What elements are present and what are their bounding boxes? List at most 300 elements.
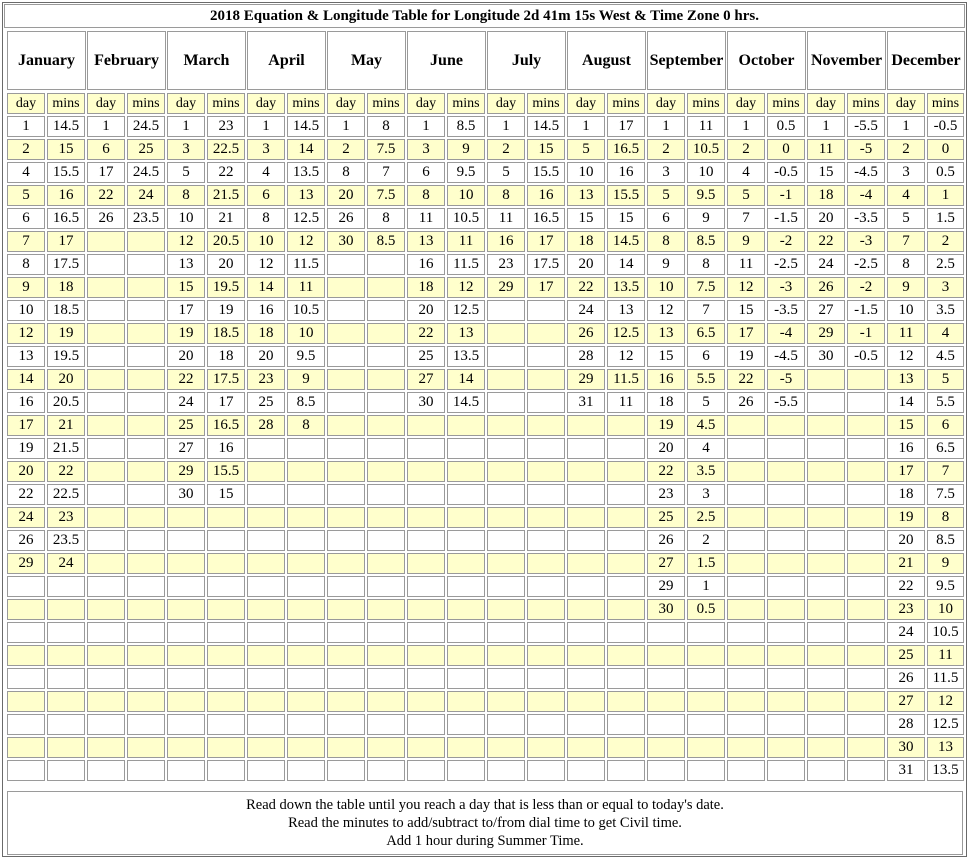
mins-cell xyxy=(847,645,885,666)
mins-cell: 2.5 xyxy=(687,507,725,528)
day-cell xyxy=(247,622,285,643)
day-cell xyxy=(407,691,445,712)
day-cell: 30 xyxy=(327,231,365,252)
mins-cell: 1 xyxy=(927,185,964,206)
mins-cell xyxy=(527,714,565,735)
mins-cell: 23.5 xyxy=(127,208,165,229)
day-cell xyxy=(567,645,605,666)
day-cell: 1 xyxy=(727,116,765,137)
mins-cell: 14.5 xyxy=(527,116,565,137)
day-cell xyxy=(327,622,365,643)
mins-cell: 5 xyxy=(927,369,964,390)
day-cell: 3 xyxy=(407,139,445,160)
day-cell xyxy=(327,369,365,390)
mins-cell xyxy=(447,714,485,735)
mins-cell xyxy=(367,369,405,390)
day-cell: 16 xyxy=(7,392,45,413)
mins-cell: 21 xyxy=(47,415,85,436)
day-cell xyxy=(487,760,525,781)
mins-cell xyxy=(767,714,805,735)
day-cell: 5 xyxy=(7,185,45,206)
mins-cell: 16 xyxy=(607,162,645,183)
mins-cell xyxy=(847,622,885,643)
mins-cell: 16.5 xyxy=(527,208,565,229)
mins-cell: -5.5 xyxy=(767,392,805,413)
day-cell: 7 xyxy=(7,231,45,252)
mins-cell: 17.5 xyxy=(47,254,85,275)
day-cell xyxy=(807,438,845,459)
day-cell xyxy=(7,714,45,735)
mins-cell xyxy=(367,760,405,781)
mins-cell: 14.5 xyxy=(447,392,485,413)
day-cell xyxy=(487,438,525,459)
day-cell xyxy=(727,461,765,482)
mins-cell: 12 xyxy=(607,346,645,367)
mins-cell xyxy=(447,576,485,597)
mins-cell xyxy=(447,645,485,666)
day-cell: 29 xyxy=(567,369,605,390)
day-cell: 9 xyxy=(7,277,45,298)
day-cell: 30 xyxy=(887,737,925,758)
day-cell xyxy=(407,415,445,436)
day-cell: 22 xyxy=(167,369,205,390)
mins-cell xyxy=(447,691,485,712)
mins-cell xyxy=(207,507,245,528)
mins-cell: 1 xyxy=(687,576,725,597)
day-cell xyxy=(247,668,285,689)
day-cell xyxy=(567,576,605,597)
day-cell: 24 xyxy=(167,392,205,413)
mins-cell xyxy=(527,622,565,643)
day-cell: 31 xyxy=(887,760,925,781)
day-cell: 14 xyxy=(7,369,45,390)
day-cell: 22 xyxy=(87,185,125,206)
day-cell: 13 xyxy=(567,185,605,206)
mins-cell: 13.5 xyxy=(927,760,964,781)
day-cell: 27 xyxy=(807,300,845,321)
month-name: July xyxy=(487,31,566,90)
day-cell xyxy=(727,484,765,505)
mins-cell: -4 xyxy=(767,323,805,344)
day-column-header: day xyxy=(247,93,285,114)
mins-cell xyxy=(607,668,645,689)
mins-cell: 2.5 xyxy=(927,254,964,275)
day-cell xyxy=(247,576,285,597)
month-name: November xyxy=(807,31,886,90)
mins-cell xyxy=(47,691,85,712)
mins-cell: 6 xyxy=(927,415,964,436)
mins-cell xyxy=(447,438,485,459)
mins-cell: 15.5 xyxy=(47,162,85,183)
day-cell: 25 xyxy=(887,645,925,666)
mins-cell xyxy=(847,760,885,781)
mins-cell xyxy=(847,438,885,459)
mins-cell: 12.5 xyxy=(607,323,645,344)
day-column-header: day xyxy=(87,93,125,114)
day-cell: 24 xyxy=(807,254,845,275)
mins-cell: 23.5 xyxy=(47,530,85,551)
mins-cell: 2 xyxy=(927,231,964,252)
day-cell xyxy=(167,760,205,781)
day-cell xyxy=(567,668,605,689)
mins-cell: 17 xyxy=(527,277,565,298)
day-cell xyxy=(247,760,285,781)
day-cell xyxy=(647,645,685,666)
month-name: June xyxy=(407,31,486,90)
day-cell: 20 xyxy=(247,346,285,367)
mins-cell xyxy=(287,737,325,758)
mins-cell: 7.5 xyxy=(367,139,405,160)
mins-cell: 12.5 xyxy=(287,208,325,229)
day-cell: 4 xyxy=(727,162,765,183)
day-cell: 12 xyxy=(727,277,765,298)
day-cell: 22 xyxy=(407,323,445,344)
mins-cell: 17 xyxy=(207,392,245,413)
day-cell xyxy=(807,461,845,482)
day-cell: 28 xyxy=(247,415,285,436)
day-cell xyxy=(327,277,365,298)
mins-cell xyxy=(47,760,85,781)
day-cell: 2 xyxy=(727,139,765,160)
day-cell: 12 xyxy=(7,323,45,344)
day-cell xyxy=(487,576,525,597)
mins-column-header: mins xyxy=(47,93,85,114)
mins-cell xyxy=(207,576,245,597)
mins-cell: 12.5 xyxy=(927,714,964,735)
mins-cell xyxy=(767,760,805,781)
day-cell: 18 xyxy=(647,392,685,413)
day-cell: 24 xyxy=(887,622,925,643)
mins-cell: -2.5 xyxy=(767,254,805,275)
day-cell xyxy=(407,599,445,620)
mins-cell xyxy=(447,553,485,574)
mins-cell: 0.5 xyxy=(687,599,725,620)
day-cell xyxy=(647,668,685,689)
day-cell xyxy=(327,507,365,528)
mins-cell: -2 xyxy=(847,277,885,298)
mins-cell xyxy=(367,323,405,344)
day-column-header: day xyxy=(487,93,525,114)
day-cell: 21 xyxy=(887,553,925,574)
mins-cell: 6.5 xyxy=(687,323,725,344)
mins-cell: 14.5 xyxy=(607,231,645,252)
day-cell xyxy=(807,530,845,551)
day-cell xyxy=(647,622,685,643)
day-cell xyxy=(567,714,605,735)
day-cell: 24 xyxy=(567,300,605,321)
month-name: March xyxy=(167,31,246,90)
day-cell: 3 xyxy=(647,162,685,183)
day-cell: 22 xyxy=(567,277,605,298)
mins-cell: 11 xyxy=(687,116,725,137)
mins-cell: 21.5 xyxy=(207,185,245,206)
day-cell xyxy=(247,714,285,735)
day-cell: 12 xyxy=(167,231,205,252)
table-title: 2018 Equation & Longitude Table for Longitude 2d 41m 15s West & Time Zone 0 hrs. xyxy=(4,4,965,28)
mins-cell xyxy=(127,507,165,528)
day-cell: 15 xyxy=(647,346,685,367)
mins-cell: 11.5 xyxy=(287,254,325,275)
day-cell xyxy=(487,415,525,436)
mins-cell: 10 xyxy=(687,162,725,183)
mins-cell xyxy=(287,668,325,689)
day-cell: 11 xyxy=(487,208,525,229)
day-cell: 17 xyxy=(7,415,45,436)
mins-cell: 16.5 xyxy=(607,139,645,160)
day-cell xyxy=(487,668,525,689)
mins-cell xyxy=(527,507,565,528)
mins-cell: -4.5 xyxy=(767,346,805,367)
day-cell xyxy=(727,714,765,735)
day-cell: 2 xyxy=(487,139,525,160)
mins-cell: 20 xyxy=(47,369,85,390)
mins-cell xyxy=(367,737,405,758)
mins-cell: 19 xyxy=(47,323,85,344)
day-cell xyxy=(247,507,285,528)
day-cell xyxy=(727,622,765,643)
mins-cell xyxy=(847,691,885,712)
mins-cell: 8.5 xyxy=(287,392,325,413)
day-cell xyxy=(327,323,365,344)
day-column-header: day xyxy=(807,93,845,114)
day-cell xyxy=(567,599,605,620)
mins-cell xyxy=(687,737,725,758)
day-cell: 11 xyxy=(407,208,445,229)
day-cell xyxy=(727,438,765,459)
mins-cell xyxy=(767,530,805,551)
day-cell xyxy=(87,576,125,597)
day-cell: 27 xyxy=(167,438,205,459)
day-cell: 9 xyxy=(887,277,925,298)
mins-cell xyxy=(687,668,725,689)
month-name: May xyxy=(327,31,406,90)
mins-cell xyxy=(287,599,325,620)
day-cell xyxy=(247,737,285,758)
day-cell xyxy=(327,254,365,275)
day-cell: 29 xyxy=(647,576,685,597)
mins-cell xyxy=(367,277,405,298)
month-grid xyxy=(7,31,966,791)
day-cell: 5 xyxy=(887,208,925,229)
mins-cell: 13 xyxy=(607,300,645,321)
mins-cell xyxy=(287,645,325,666)
day-cell xyxy=(87,277,125,298)
mins-cell: 6.5 xyxy=(927,438,964,459)
mins-cell xyxy=(607,691,645,712)
mins-column-header: mins xyxy=(287,93,325,114)
day-cell: 8 xyxy=(7,254,45,275)
mins-cell: 11 xyxy=(927,645,964,666)
day-cell xyxy=(87,507,125,528)
mins-column-header: mins xyxy=(127,93,165,114)
month-column-december xyxy=(887,31,966,791)
mins-cell: 18 xyxy=(47,277,85,298)
mins-cell xyxy=(47,645,85,666)
day-cell xyxy=(407,576,445,597)
day-cell xyxy=(727,553,765,574)
day-cell: 29 xyxy=(167,461,205,482)
mins-column-header: mins xyxy=(367,93,405,114)
mins-cell: 16 xyxy=(207,438,245,459)
mins-cell xyxy=(607,530,645,551)
mins-cell xyxy=(367,415,405,436)
mins-cell: 0.5 xyxy=(927,162,964,183)
mins-cell xyxy=(127,714,165,735)
day-cell: 20 xyxy=(167,346,205,367)
mins-cell: 10.5 xyxy=(287,300,325,321)
day-cell: 16 xyxy=(487,231,525,252)
mins-cell: 0 xyxy=(927,139,964,160)
day-cell xyxy=(87,622,125,643)
month-name: December xyxy=(887,31,965,90)
day-cell xyxy=(327,760,365,781)
mins-cell xyxy=(127,438,165,459)
day-cell: 19 xyxy=(167,323,205,344)
mins-cell: 4 xyxy=(687,438,725,459)
mins-cell xyxy=(287,714,325,735)
mins-cell xyxy=(287,760,325,781)
day-cell xyxy=(647,737,685,758)
mins-cell xyxy=(127,254,165,275)
mins-cell xyxy=(127,415,165,436)
day-cell xyxy=(807,415,845,436)
day-cell xyxy=(567,415,605,436)
mins-cell xyxy=(127,691,165,712)
day-column-header: day xyxy=(167,93,205,114)
mins-cell xyxy=(287,576,325,597)
day-cell: 25 xyxy=(647,507,685,528)
mins-cell: 8 xyxy=(927,507,964,528)
mins-cell: 22.5 xyxy=(207,139,245,160)
day-cell xyxy=(487,346,525,367)
day-cell xyxy=(87,760,125,781)
day-cell: 8 xyxy=(327,162,365,183)
mins-cell xyxy=(367,461,405,482)
day-cell: 20 xyxy=(567,254,605,275)
mins-cell: 11 xyxy=(287,277,325,298)
day-cell xyxy=(327,415,365,436)
mins-cell: 19.5 xyxy=(47,346,85,367)
mins-cell: 10 xyxy=(927,599,964,620)
day-cell: 29 xyxy=(7,553,45,574)
mins-cell: 17 xyxy=(47,231,85,252)
mins-cell: -3 xyxy=(847,231,885,252)
day-cell: 3 xyxy=(887,162,925,183)
day-cell: 9 xyxy=(727,231,765,252)
day-cell xyxy=(247,484,285,505)
day-cell: 6 xyxy=(247,185,285,206)
mins-cell xyxy=(367,254,405,275)
day-cell: 11 xyxy=(887,323,925,344)
day-cell xyxy=(7,691,45,712)
day-cell: 14 xyxy=(887,392,925,413)
mins-cell xyxy=(607,576,645,597)
day-cell xyxy=(807,599,845,620)
day-cell xyxy=(87,415,125,436)
mins-cell xyxy=(767,484,805,505)
day-cell: 29 xyxy=(807,323,845,344)
day-cell xyxy=(487,553,525,574)
day-cell xyxy=(327,553,365,574)
mins-cell xyxy=(207,530,245,551)
mins-cell xyxy=(847,461,885,482)
mins-cell xyxy=(847,392,885,413)
mins-cell xyxy=(127,484,165,505)
mins-cell xyxy=(207,737,245,758)
day-cell: 1 xyxy=(647,116,685,137)
day-cell xyxy=(327,668,365,689)
day-cell xyxy=(87,323,125,344)
mins-cell: -3.5 xyxy=(847,208,885,229)
mins-cell xyxy=(127,323,165,344)
day-cell xyxy=(807,576,845,597)
mins-cell: -0.5 xyxy=(847,346,885,367)
mins-cell xyxy=(207,599,245,620)
mins-cell xyxy=(367,645,405,666)
day-cell: 19 xyxy=(887,507,925,528)
mins-cell: 14.5 xyxy=(47,116,85,137)
mins-cell xyxy=(207,760,245,781)
day-cell: 13 xyxy=(647,323,685,344)
day-cell xyxy=(407,553,445,574)
mins-cell xyxy=(607,645,645,666)
mins-cell xyxy=(847,369,885,390)
mins-cell: 13.5 xyxy=(287,162,325,183)
day-cell: 20 xyxy=(407,300,445,321)
day-cell xyxy=(567,553,605,574)
day-column-header: day xyxy=(567,93,605,114)
day-cell xyxy=(727,668,765,689)
mins-cell xyxy=(767,645,805,666)
month-column-may xyxy=(327,31,407,791)
mins-cell: 18 xyxy=(207,346,245,367)
day-cell xyxy=(247,553,285,574)
day-cell: 1 xyxy=(247,116,285,137)
day-cell: 16 xyxy=(887,438,925,459)
mins-cell: -0.5 xyxy=(927,116,964,137)
day-cell: 2 xyxy=(7,139,45,160)
mins-cell: 17 xyxy=(607,116,645,137)
day-cell: 10 xyxy=(167,208,205,229)
mins-cell xyxy=(527,369,565,390)
mins-cell xyxy=(847,599,885,620)
day-cell: 22 xyxy=(887,576,925,597)
mins-cell xyxy=(767,622,805,643)
mins-cell xyxy=(847,714,885,735)
day-cell: 26 xyxy=(887,668,925,689)
day-cell xyxy=(87,599,125,620)
day-cell xyxy=(87,530,125,551)
day-cell: 17 xyxy=(167,300,205,321)
day-cell xyxy=(727,599,765,620)
day-cell: 10 xyxy=(247,231,285,252)
instruction-line-1: Read down the table until you reach a day that is less than or equal to today's date. xyxy=(246,797,724,813)
mins-cell: 22 xyxy=(207,162,245,183)
mins-cell xyxy=(127,231,165,252)
mins-cell xyxy=(607,415,645,436)
day-cell: 12 xyxy=(887,346,925,367)
day-cell: 16 xyxy=(647,369,685,390)
day-cell xyxy=(487,599,525,620)
mins-cell xyxy=(607,461,645,482)
mins-cell xyxy=(287,530,325,551)
day-cell: 13 xyxy=(887,369,925,390)
day-cell xyxy=(487,323,525,344)
day-cell xyxy=(327,645,365,666)
mins-column-header: mins xyxy=(207,93,245,114)
day-cell: 12 xyxy=(247,254,285,275)
mins-cell: 18.5 xyxy=(207,323,245,344)
